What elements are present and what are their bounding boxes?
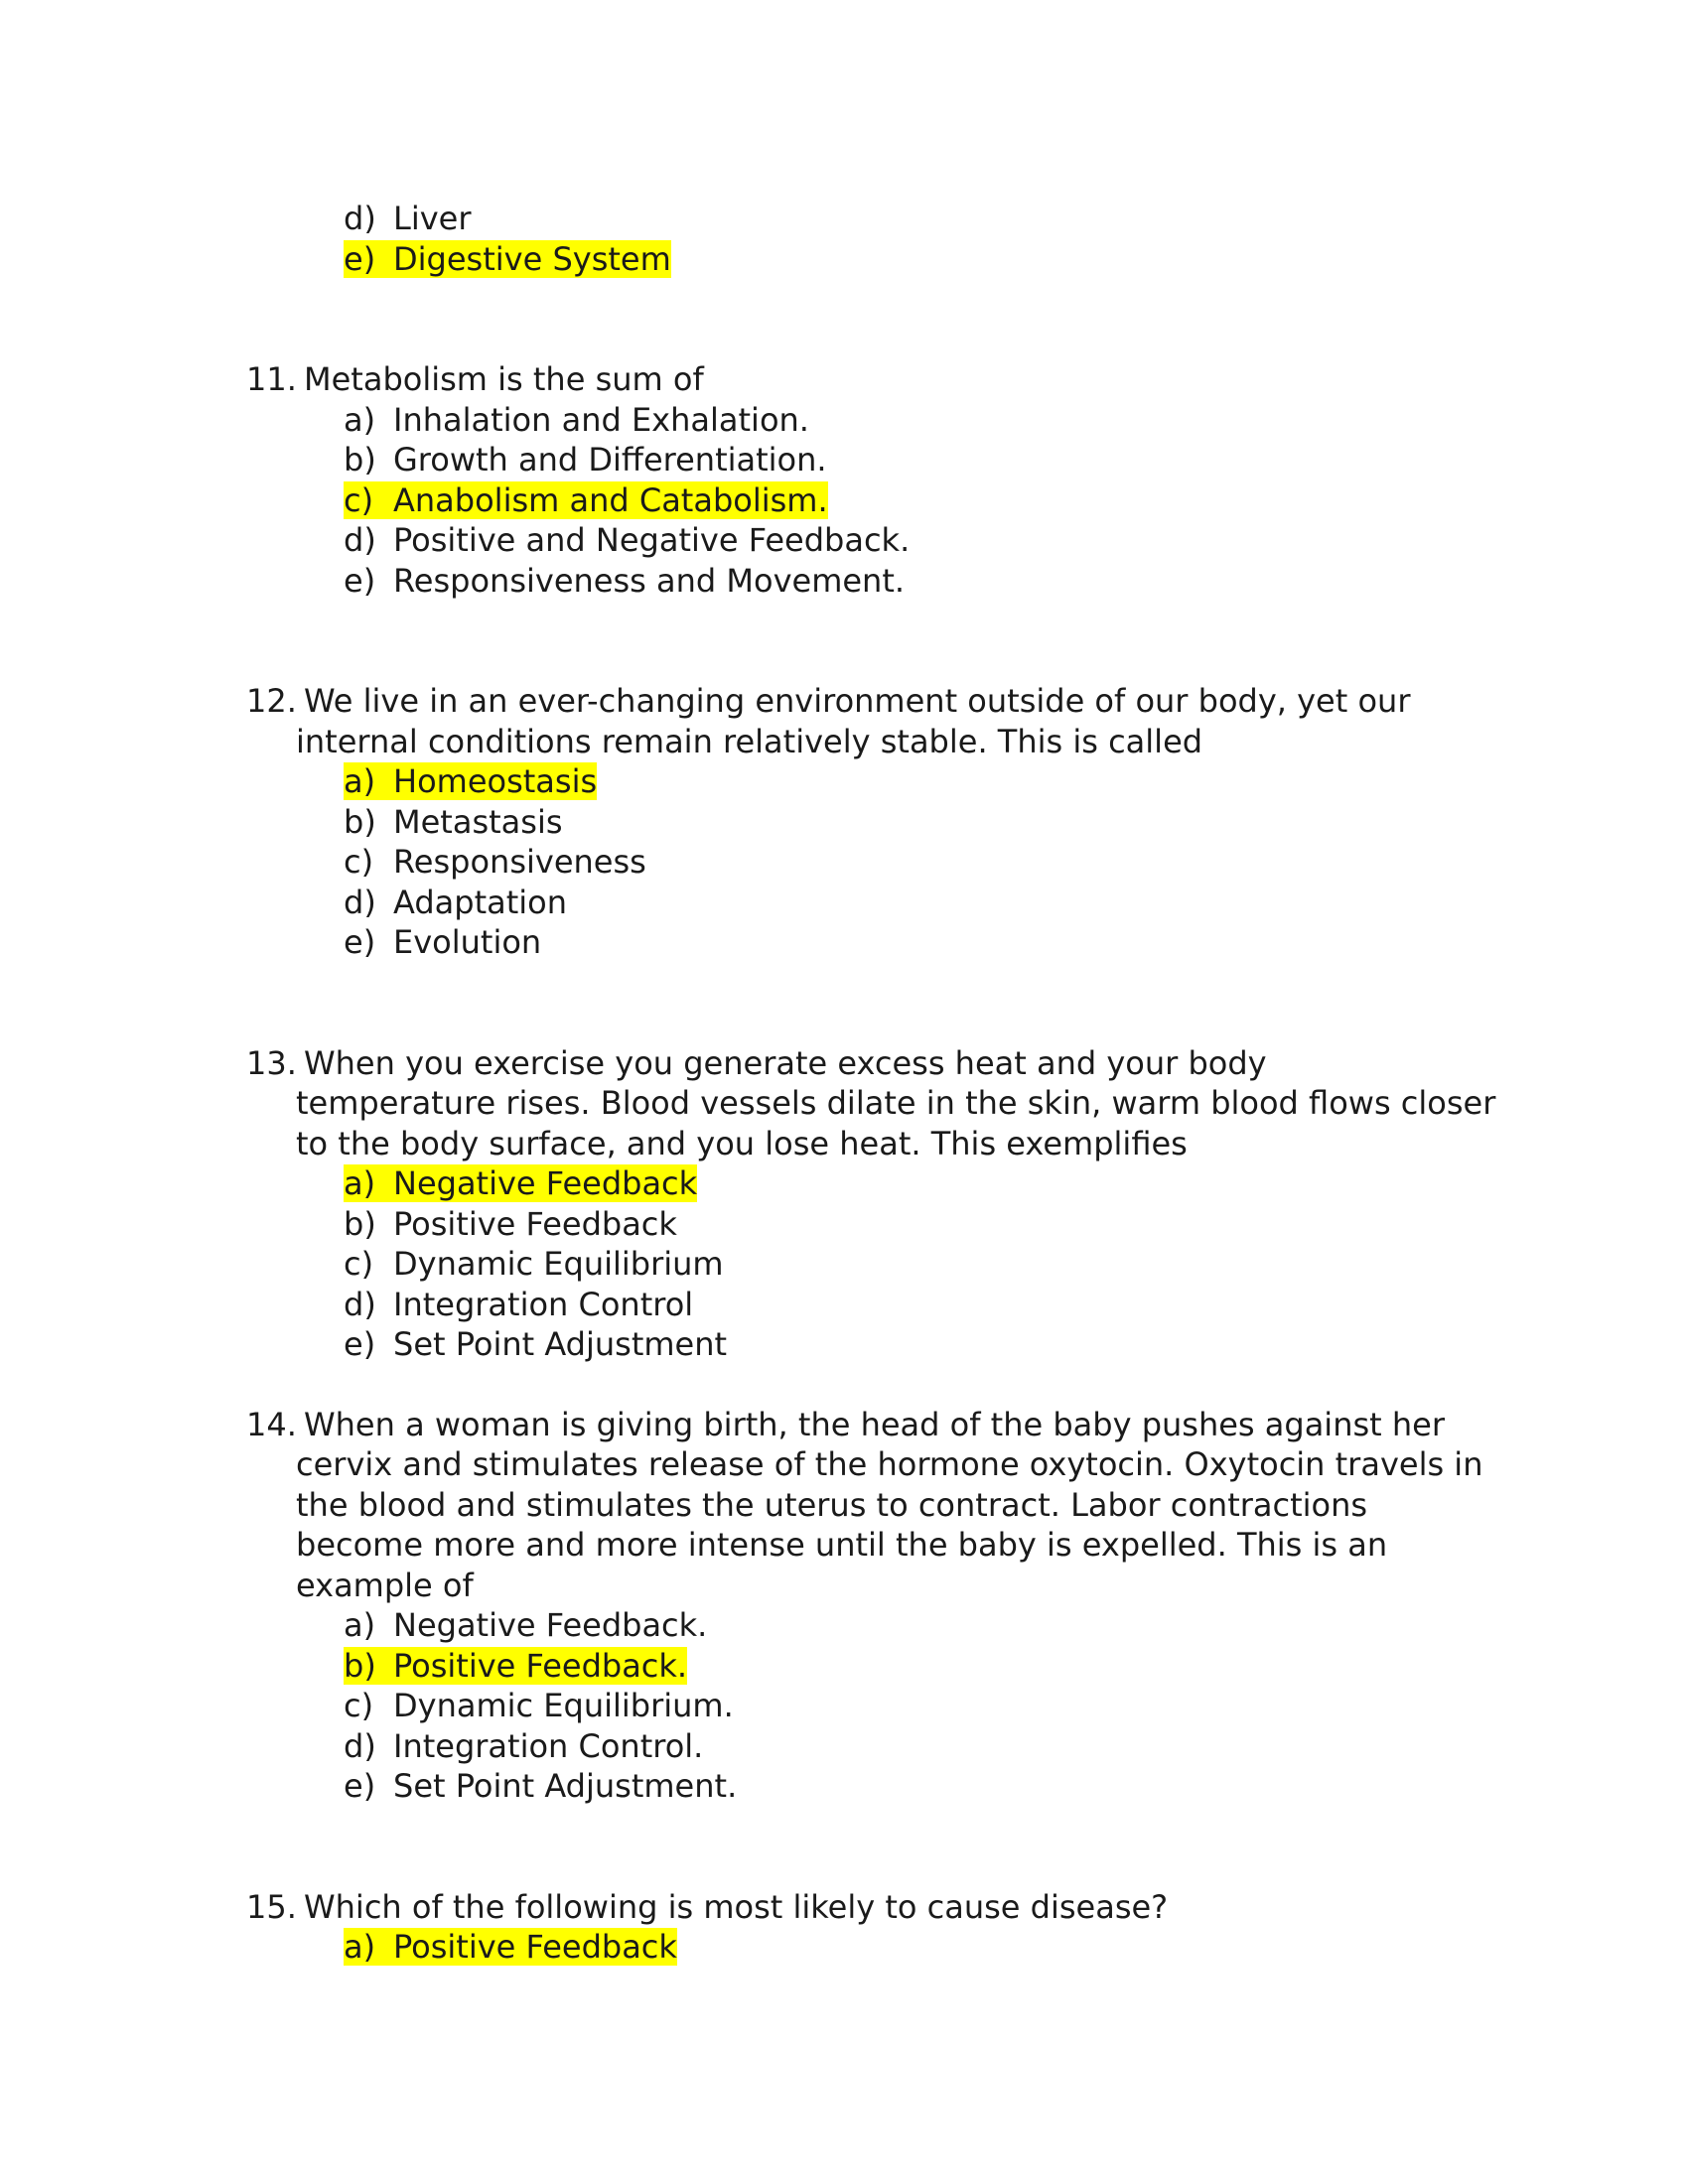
option-15a-highlighted (344, 1927, 677, 1967)
option-text: Digestive System (393, 240, 671, 278)
option-text: Responsiveness (393, 843, 646, 881)
question-text: When you exercise you generate excess heat and your body (304, 1044, 1267, 1082)
option-text: Adaptation (393, 884, 568, 921)
question-text: Which of the following is most likely to cause disease? (304, 1888, 1169, 1926)
question-14-stem-cont-3 (296, 1525, 1387, 1565)
option-12e (344, 922, 541, 962)
option-letter: e) (344, 923, 376, 961)
question-13-stem-cont-1 (296, 1083, 1495, 1123)
option-letter: a) (344, 1606, 376, 1644)
option-letter: d) (344, 521, 376, 559)
option-text: Positive Feedback (393, 1928, 677, 1966)
option-11c-highlighted (344, 480, 828, 520)
option-14c (344, 1686, 734, 1725)
option-13e (344, 1324, 727, 1364)
option-text: Liver (393, 200, 472, 237)
option-11e (344, 561, 905, 601)
option-11a (344, 400, 809, 440)
option-12b (344, 802, 563, 842)
option-12c (344, 842, 646, 882)
option-letter: e) (344, 240, 376, 278)
option-12d (344, 883, 567, 922)
option-letter: b) (344, 803, 376, 841)
option-letter: e) (344, 1325, 376, 1363)
option-text: Dynamic Equilibrium (393, 1245, 724, 1283)
question-text: We live in an ever-changing environment outside of our body, yet our (304, 682, 1411, 720)
question-text: to the body surface, and you lose heat. This exemplifies (296, 1125, 1188, 1162)
option-13c (344, 1244, 724, 1284)
option-text: Negative Feedback (393, 1164, 698, 1202)
question-13-stem-cont-2 (296, 1124, 1188, 1163)
question-number: 15. (246, 1888, 297, 1926)
option-letter: d) (344, 1286, 376, 1323)
question-text: example of (296, 1567, 474, 1604)
option-text: Positive Feedback. (393, 1647, 688, 1685)
question-14-stem-cont-4 (296, 1566, 474, 1605)
option-letter: d) (344, 200, 376, 237)
option-13a-highlighted (344, 1163, 697, 1203)
question-14-stem-cont-1 (296, 1444, 1482, 1484)
option-letter: a) (344, 401, 376, 439)
question-13-stem (246, 1043, 1267, 1083)
option-text: Anabolism and Catabolism. (393, 481, 828, 519)
option-letter: b) (344, 1647, 376, 1685)
option-text: Set Point Adjustment (393, 1325, 728, 1363)
option-letter: a) (344, 1928, 376, 1966)
question-number: 12. (246, 682, 297, 720)
option-text: Integration Control (393, 1286, 694, 1323)
option-13d (344, 1285, 693, 1324)
question-11-stem (246, 359, 704, 399)
option-text: Dynamic Equilibrium. (393, 1687, 734, 1724)
question-text: internal conditions remain relatively stable. This is called (296, 723, 1203, 760)
option-text: Inhalation and Exhalation. (393, 401, 809, 439)
option-10e-highlighted (344, 239, 671, 279)
question-number: 13. (246, 1044, 297, 1082)
option-11d (344, 520, 910, 560)
option-14d (344, 1726, 703, 1766)
option-letter: a) (344, 1164, 376, 1202)
option-text: Evolution (393, 923, 542, 961)
option-letter: b) (344, 1205, 376, 1243)
option-text: Growth and Differentiation. (393, 441, 827, 478)
question-text: Metabolism is the sum of (304, 360, 704, 398)
question-number: 11. (246, 360, 297, 398)
question-text: become more and more intense until the baby is expelled. This is an (296, 1526, 1388, 1564)
option-text: Positive and Negative Feedback. (393, 521, 911, 559)
question-12-stem (246, 681, 1410, 721)
option-text: Responsiveness and Movement. (393, 562, 906, 600)
option-letter: c) (344, 1687, 374, 1724)
question-12-stem-cont (296, 722, 1202, 761)
question-text: the blood and stimulates the uterus to contract. Labor contractions (296, 1486, 1368, 1524)
option-letter: b) (344, 441, 376, 478)
option-letter: c) (344, 1245, 374, 1283)
question-text: cervix and stimulates release of the hormone oxytocin. Oxytocin travels in (296, 1445, 1483, 1483)
option-letter: d) (344, 1727, 376, 1765)
question-15-stem (246, 1887, 1168, 1927)
question-text: When a woman is giving birth, the head of the baby pushes against her (304, 1406, 1445, 1443)
option-letter: c) (344, 843, 374, 881)
option-letter: a) (344, 762, 376, 800)
option-13b (344, 1204, 677, 1244)
question-14-stem (246, 1405, 1445, 1444)
option-14b-highlighted (344, 1646, 687, 1686)
option-letter: d) (344, 884, 376, 921)
option-text: Negative Feedback. (393, 1606, 708, 1644)
question-14-stem-cont-2 (296, 1485, 1367, 1525)
option-14a (344, 1605, 707, 1645)
option-text: Positive Feedback (393, 1205, 677, 1243)
option-letter: e) (344, 562, 376, 600)
option-11b (344, 440, 827, 479)
option-text: Homeostasis (393, 762, 598, 800)
option-text: Metastasis (393, 803, 563, 841)
option-14e (344, 1766, 737, 1806)
option-10d (344, 199, 472, 238)
option-12a-highlighted (344, 761, 597, 801)
option-letter: e) (344, 1767, 376, 1805)
option-letter: c) (344, 481, 374, 519)
option-text: Set Point Adjustment. (393, 1767, 738, 1805)
option-text: Integration Control. (393, 1727, 704, 1765)
question-number: 14. (246, 1406, 297, 1443)
question-text: temperature rises. Blood vessels dilate in the skin, warm blood flows closer (296, 1084, 1496, 1122)
